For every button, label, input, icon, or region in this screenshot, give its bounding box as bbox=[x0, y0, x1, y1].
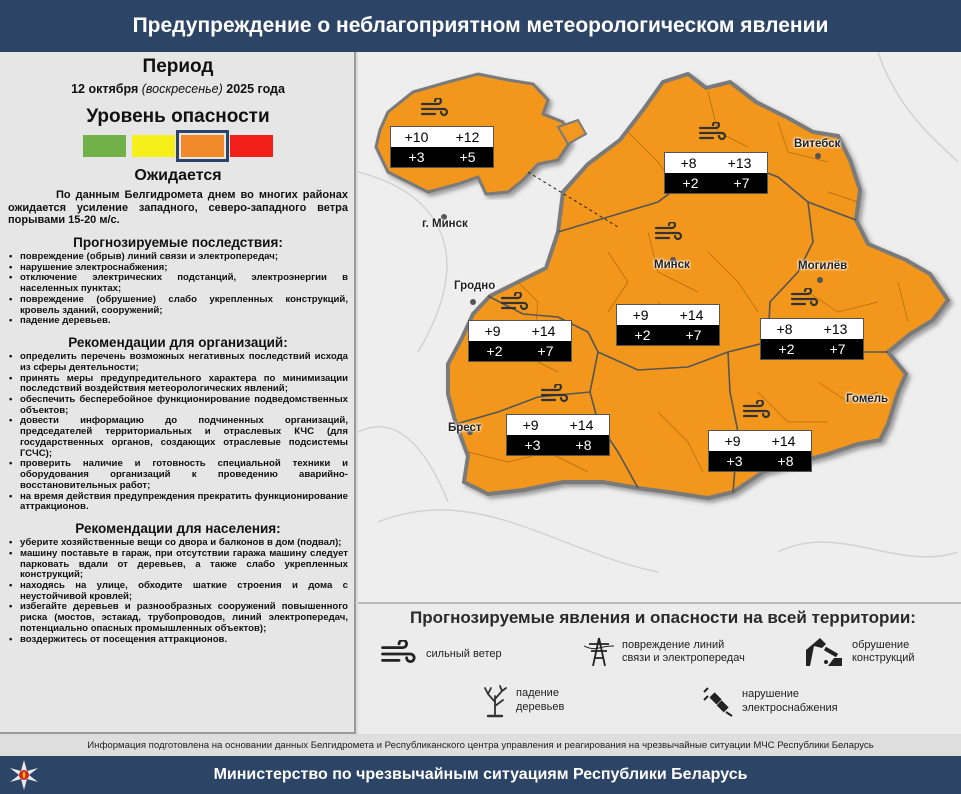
list-item: • на время действия предупреждения прекратить функционирование аттракционов. bbox=[8, 492, 348, 513]
list-item: • избегайте деревьев и разнообразных сооружений повышенного риска (мостов, эстакад, трубопроводов, линий электропередач, потенциально опасных промышленных объектов); bbox=[8, 602, 348, 634]
night-max: +7 bbox=[733, 175, 750, 191]
period-weekday: (воскресенье) bbox=[141, 82, 223, 96]
pop-recommendations-title: Рекомендации для населения: bbox=[75, 521, 281, 537]
page-header bbox=[0, 0, 961, 52]
period-date-day: 12 октября bbox=[71, 82, 142, 96]
day-max: +13 bbox=[823, 321, 848, 337]
night-temperature-row bbox=[709, 451, 811, 471]
day-min: +9 bbox=[484, 323, 501, 339]
page-footer bbox=[0, 756, 961, 794]
footer-title: Министерство по чрезвычайным ситуациям Республики Беларусь bbox=[213, 766, 748, 783]
day-temperature-row bbox=[617, 305, 719, 325]
day-temperature-row bbox=[761, 319, 863, 339]
list-item: • нарушение электроснабжения; bbox=[8, 263, 348, 274]
day-min: +9 bbox=[522, 417, 539, 433]
danger-level-title: Уровень опасности bbox=[86, 106, 270, 127]
city-label-brest: Брест bbox=[448, 422, 482, 434]
legend-label-line: электроснабжения bbox=[742, 702, 838, 714]
legend-label-line: повреждение линий bbox=[622, 638, 725, 651]
plug-icon bbox=[702, 686, 734, 718]
period-date bbox=[8, 82, 348, 96]
legend-label-line: связи и электропередач bbox=[622, 652, 745, 664]
power-line-icon bbox=[584, 636, 614, 668]
list-item: • уберите хозяйственные вещи со двора и балконов в дом (подвал); bbox=[8, 538, 348, 549]
level-green bbox=[83, 135, 126, 157]
wind-icon bbox=[698, 122, 728, 144]
night-min: +3 bbox=[726, 453, 743, 469]
legend-item-power-lines bbox=[584, 636, 745, 668]
night-temperature-row bbox=[665, 173, 767, 193]
pop-recommendations-list bbox=[8, 538, 348, 645]
page-title: Предупреждение о неблагоприятном метеорологическом явлении bbox=[132, 14, 829, 37]
temperature-box-gomel bbox=[708, 430, 812, 472]
collapse-icon bbox=[804, 636, 844, 668]
day-min: +10 bbox=[404, 129, 429, 145]
legend-item-collapse bbox=[804, 636, 915, 668]
legend-label-line: падение bbox=[516, 687, 559, 700]
consequences-list bbox=[8, 252, 348, 327]
day-min: +8 bbox=[776, 321, 793, 337]
night-max: +8 bbox=[777, 453, 794, 469]
period-date-year: 2025 года bbox=[222, 82, 285, 96]
list-item: • определить перечень возможных негативных последствий исхода из сферы деятельности; bbox=[8, 352, 348, 373]
night-temperature-row bbox=[469, 341, 571, 361]
day-temperature-row bbox=[507, 415, 609, 435]
city-label-grodno: Гродно bbox=[454, 280, 496, 292]
night-min: +2 bbox=[682, 175, 699, 191]
list-item: • воздержитесь от посещения аттракционов. bbox=[8, 635, 348, 646]
legend-label-collapse bbox=[852, 639, 915, 665]
legend-title: Прогнозируемые явления и опасности на всей территории: bbox=[410, 608, 916, 627]
level-red bbox=[230, 135, 273, 157]
city-label-minsk-inset: г. Минск bbox=[422, 218, 468, 230]
wind-icon bbox=[742, 400, 772, 422]
day-max: +14 bbox=[569, 417, 594, 433]
period-title: Период bbox=[142, 56, 214, 77]
temperature-box-grodno bbox=[468, 320, 572, 362]
day-max: +13 bbox=[727, 155, 752, 171]
night-min: +3 bbox=[524, 437, 541, 453]
night-temperature-row bbox=[617, 325, 719, 345]
legend-label-line: обрушение bbox=[852, 638, 910, 651]
legend-item-wind bbox=[380, 640, 502, 668]
night-max: +7 bbox=[685, 327, 702, 343]
level-yellow bbox=[132, 135, 175, 157]
night-min: +2 bbox=[778, 341, 795, 357]
list-item: • проверить наличие и готовность специальной техники и оборудования организаций к проведению аварийно-восстановительных работ; bbox=[8, 459, 348, 491]
day-max: +12 bbox=[455, 129, 480, 145]
list-item: • принять меры предупредительного характера по минимизации последствий воздействия метеорологических явлений; bbox=[8, 374, 348, 395]
city-label-vitebsk: Витебск bbox=[794, 138, 841, 150]
night-temperature-row bbox=[761, 339, 863, 359]
legend-label-trees bbox=[516, 687, 564, 715]
day-min: +9 bbox=[632, 307, 649, 323]
danger-level-scale bbox=[8, 135, 348, 157]
day-temperature-row bbox=[391, 127, 493, 147]
wind-icon bbox=[380, 640, 418, 668]
night-temperature-row bbox=[507, 435, 609, 455]
night-max: +5 bbox=[459, 149, 476, 165]
list-item: • падение деревьев. bbox=[8, 316, 348, 327]
source-footnote bbox=[0, 736, 961, 756]
city-label-minsk: Минск bbox=[654, 259, 690, 271]
list-item: • машину поставьте в гараж, при отсутствии гаража машину следует парковать вдали от деревьев, а также слабо укрепленных конструкций; bbox=[8, 549, 348, 581]
list-item: • довести информацию до подчиненных организаций, председателей территориальных и отраслевых КЧС (для государственных органов, создающих отраслевые подсистемы ГСЧС); bbox=[8, 416, 348, 459]
temperature-box-mogilev bbox=[760, 318, 864, 360]
day-max: +14 bbox=[531, 323, 556, 339]
legend-label-wind: сильный ветер bbox=[426, 648, 502, 660]
day-temperature-row bbox=[469, 321, 571, 341]
day-max: +14 bbox=[679, 307, 704, 323]
city-label-mogilev: Могилёв bbox=[798, 260, 848, 272]
city-label-gomel: Гомель bbox=[846, 393, 889, 405]
wind-icon bbox=[420, 98, 450, 120]
expected-title: Ожидается bbox=[134, 167, 222, 184]
legend-label-power-outage bbox=[742, 688, 838, 716]
day-temperature-row bbox=[665, 153, 767, 173]
night-min: +3 bbox=[408, 149, 425, 165]
org-recommendations-list bbox=[8, 352, 348, 513]
night-max: +7 bbox=[829, 341, 846, 357]
day-temperature-row bbox=[709, 431, 811, 451]
legend-item-power-outage bbox=[702, 686, 838, 718]
info-panel bbox=[0, 52, 356, 734]
source-footnote-text: Информация подготовлена на основании данных Белгидромета и Республиканского центра управления и реагирования на чрезвычайные ситуации МЧС Республики Беларусь bbox=[87, 740, 874, 751]
wind-icon bbox=[540, 384, 570, 406]
consequences-title: Прогнозируемые последствия: bbox=[73, 234, 283, 250]
legend-label-power-lines bbox=[622, 639, 745, 665]
list-item: • находясь на улице, обходите шаткие строения и дома с неустойчивой кровлей; bbox=[8, 581, 348, 602]
list-item: • отключение электрических подстанций, электроэнергии в населенных пунктах; bbox=[8, 273, 348, 294]
day-min: +8 bbox=[680, 155, 697, 171]
region-map bbox=[358, 52, 961, 602]
temperature-box-minsk-region bbox=[616, 304, 720, 346]
legend-label-line: нарушение bbox=[742, 688, 799, 701]
day-max: +14 bbox=[771, 433, 796, 449]
tree-icon bbox=[482, 684, 508, 718]
legend-label-line: конструкций bbox=[852, 652, 915, 664]
wind-icon bbox=[500, 292, 530, 314]
hazards-legend bbox=[358, 602, 961, 734]
day-min: +9 bbox=[724, 433, 741, 449]
night-min: +2 bbox=[634, 327, 651, 343]
night-min: +2 bbox=[486, 343, 503, 359]
legend-label-line: деревьев bbox=[516, 701, 565, 713]
night-max: +8 bbox=[575, 437, 592, 453]
org-recommendations-title: Рекомендации для организаций: bbox=[68, 335, 288, 351]
list-item: • обеспечить бесперебойное функционирование подведомственных объектов; bbox=[8, 395, 348, 416]
temperature-box-minsk-city bbox=[390, 126, 494, 168]
list-item: • повреждение (обрушение) слабо укрепленных конструкций, кровель зданий, сооружений; bbox=[8, 295, 348, 316]
wind-icon bbox=[654, 222, 684, 244]
legend-item-trees bbox=[482, 684, 564, 718]
mchs-emblem-icon bbox=[8, 759, 40, 791]
temperature-box-brest bbox=[506, 414, 610, 456]
expected-text: По данным Белгидромета днем во многих районах ожидается усиление западного, северо-западного ветра порывами 15-20 м/с. bbox=[8, 189, 348, 227]
night-max: +7 bbox=[537, 343, 554, 359]
list-item: • повреждение (обрыв) линий связи и электропередач; bbox=[8, 252, 348, 263]
level-orange-active bbox=[181, 135, 224, 157]
night-temperature-row bbox=[391, 147, 493, 167]
temperature-box-vitebsk bbox=[664, 152, 768, 194]
wind-icon bbox=[790, 288, 820, 310]
